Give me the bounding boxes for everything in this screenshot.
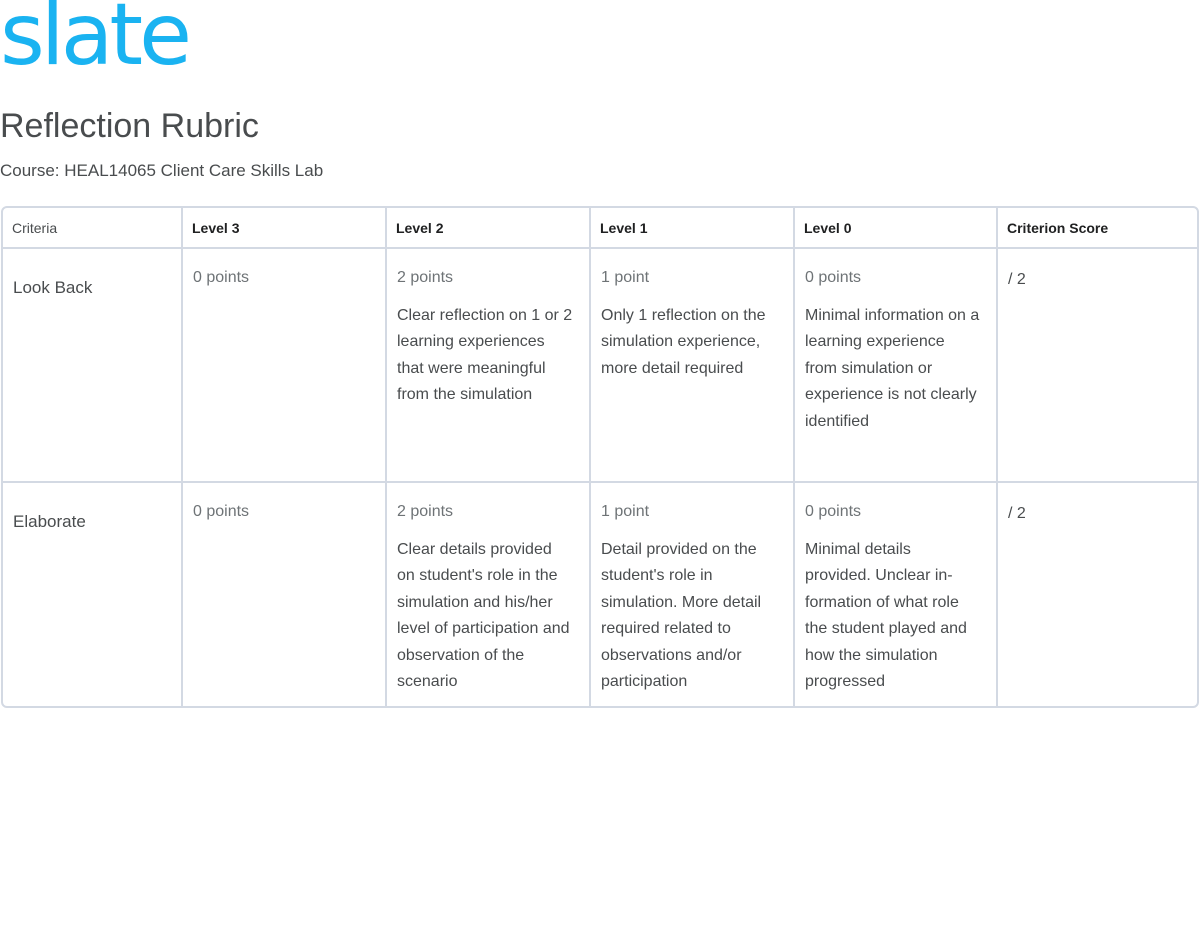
rubric-header-row [3, 208, 1197, 248]
header-level-3: Level 3 [182, 208, 386, 248]
level-points: 1 point [601, 503, 650, 520]
level-description: Minimal information on a learning experience from simulation or experience is not clearly identified [805, 306, 980, 430]
level-2-cell [386, 482, 590, 706]
header-level-0: Level 0 [794, 208, 997, 248]
page-title: Reflection Rubric [0, 107, 259, 145]
course-label: Course: HEAL14065 Client Care Skills Lab [0, 161, 324, 180]
rubric-table [1, 206, 1199, 708]
header-level-1: Level 1 [590, 208, 794, 248]
level-0-cell [794, 482, 997, 706]
level-1-cell [590, 248, 794, 482]
slate-logo: slate [0, 0, 189, 85]
level-points: 0 points [193, 269, 250, 286]
level-description: Only 1 reflection on the simulation experience, more detail required [601, 306, 766, 377]
level-description: Clear reflection on 1 or 2 learning experiences that were meaningful from the simulation [397, 306, 573, 403]
criterion-score: / 2 [1008, 505, 1026, 522]
header-criterion-score: Criterion Score [997, 208, 1197, 248]
level-points: 0 points [805, 503, 862, 520]
rubric-row-look-back [3, 248, 1197, 482]
level-2-cell [386, 248, 590, 482]
level-points: 1 point [601, 269, 650, 286]
level-description: Detail provided on the student's role in simulation. More detail required related to observations and/or participation [601, 540, 762, 690]
level-0-cell [794, 248, 997, 482]
level-points: 2 points [397, 269, 454, 286]
level-description: Minimal details provided. Unclear information of what role the student played and how the simulation progressed [805, 540, 967, 690]
criterion-name: Look Back [3, 248, 182, 482]
level-description: Clear details provided on student's role in the simulation and his/her level of participation and observation of the scenario [397, 540, 570, 690]
level-1-cell [590, 482, 794, 706]
rubric-row-elaborate [3, 482, 1197, 706]
criterion-score: / 2 [997, 248, 1197, 482]
level-points: 0 points [805, 269, 862, 286]
header-level-2: Level 2 [386, 208, 590, 248]
level-3-cell [182, 482, 386, 706]
header-criteria: Criteria [3, 208, 182, 248]
level-points: 0 points [193, 503, 250, 520]
criterion-name: Elaborate [3, 482, 182, 706]
level-points: 2 points [397, 503, 454, 520]
level-3-cell [182, 248, 386, 482]
